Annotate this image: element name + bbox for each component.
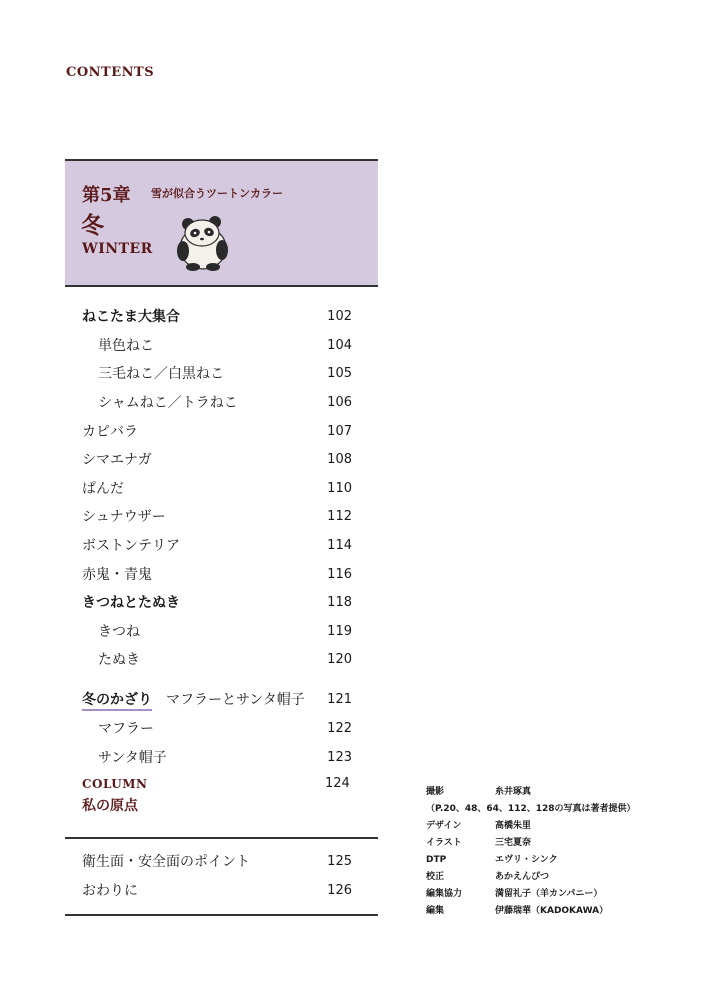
toc-item-title: きつねとたぬき (82, 595, 180, 611)
toc-item-page: 102 (327, 308, 352, 324)
credit-name: 高橋朱里 (495, 821, 532, 831)
credit-name: 満留礼子（羊カンパニー） (495, 889, 603, 899)
chapter-name: 冬 (81, 212, 104, 239)
toc-item (82, 850, 352, 872)
toc-item-label: 冬のかざり (82, 692, 152, 711)
toc-item-page: 123 (327, 749, 352, 765)
toc-item-page: 107 (327, 423, 352, 439)
credit-name: 三宅夏奈 (495, 838, 532, 848)
toc-item-page: 105 (327, 365, 352, 381)
toc-item-title: 衛生面・安全面のポイント (82, 854, 250, 870)
credits-block (426, 784, 686, 920)
chapter-subtitle: 雪が似合うツートンカラー (151, 187, 283, 200)
toc-item-title: カピバラ (82, 424, 138, 440)
credit-role: 編集協力 (426, 889, 463, 899)
credit-row (426, 818, 686, 835)
toc-item-page: 116 (327, 566, 352, 582)
chapter-banner (65, 159, 378, 287)
toc-item-page: 126 (327, 882, 352, 898)
toc-item-title: 単色ねこ (98, 338, 154, 354)
credit-role: デザイン (426, 821, 462, 831)
toc-item-page: 104 (327, 337, 352, 353)
credit-name: あかえんぴつ (495, 872, 550, 882)
toc-item (82, 448, 352, 470)
toc-item-page: 125 (327, 853, 352, 869)
toc-item (82, 591, 352, 613)
toc-item (82, 477, 352, 499)
toc-item (82, 688, 352, 710)
credit-note: （P.20、48、64、112、128の写真は著者提供） (426, 804, 636, 814)
toc-item-page: 114 (327, 537, 352, 553)
credit-role: 編集 (426, 906, 445, 916)
column-label: COLUMN (82, 777, 148, 791)
panda-illustration-icon (175, 209, 231, 273)
credit-name: エヴリ・シンク (495, 855, 558, 865)
credit-row (426, 784, 686, 801)
toc-item-page: 106 (327, 394, 352, 410)
credit-role: 撮影 (426, 787, 445, 797)
credit-name: 伊藤瑞華（KADOKAWA） (495, 906, 609, 916)
toc-item (98, 648, 352, 670)
toc-item (98, 391, 352, 413)
credit-role: イラスト (426, 838, 462, 848)
credit-row (426, 835, 686, 852)
toc-item (82, 420, 352, 442)
column-title: 私の原点 (82, 798, 138, 814)
toc-item (82, 879, 352, 901)
chapter-name-english: WINTER (82, 241, 153, 257)
toc-item-title: ボストンテリア (82, 538, 180, 554)
toc-item-page: 110 (327, 480, 352, 496)
credit-name: 糸井琢真 (495, 787, 532, 797)
toc-item (98, 334, 352, 356)
toc-item-title: ねこたま大集合 (82, 309, 180, 325)
divider (65, 914, 378, 916)
toc-item-page: 119 (327, 623, 352, 639)
toc-item-title: たぬき (98, 652, 140, 668)
toc-item-title: きつね (98, 624, 140, 640)
column-page: 124 (325, 776, 350, 791)
toc-item-title: シュナウザー (82, 509, 166, 525)
toc-item-page: 112 (327, 508, 352, 524)
toc-item-title: ぱんだ (82, 481, 124, 497)
toc-item (98, 746, 352, 768)
credit-row (426, 903, 686, 920)
credit-row (426, 852, 686, 869)
toc-item-title: サンタ帽子 (98, 750, 167, 766)
toc-item (98, 362, 352, 384)
divider (65, 837, 378, 839)
credit-row (426, 869, 686, 886)
toc-item (82, 505, 352, 527)
toc-item-page: 120 (327, 651, 352, 667)
toc-item-title: おわりに (82, 883, 138, 899)
toc-item-page: 118 (327, 594, 352, 610)
toc-item-page: 122 (327, 720, 352, 736)
toc-item-title: 赤鬼・青鬼 (82, 567, 152, 583)
toc-item-page: 108 (327, 451, 352, 467)
toc-item (82, 534, 352, 556)
toc-item (82, 563, 352, 585)
toc-item-page: 121 (327, 691, 352, 707)
toc-item-title: シマエナガ (82, 452, 152, 468)
chapter-number: 第5章 (82, 185, 131, 206)
toc-item-title: マフラー (98, 721, 154, 737)
toc-item (98, 620, 352, 642)
contents-heading: CONTENTS (66, 65, 155, 80)
toc-item-title: マフラーとサンタ帽子 (166, 692, 305, 708)
credit-role: DTP (426, 855, 447, 865)
toc-item-title: 三毛ねこ／白黒ねこ (98, 366, 224, 382)
toc-item-title: シャムねこ／トラねこ (98, 395, 238, 411)
toc-item (82, 305, 352, 327)
toc-item (98, 717, 352, 739)
credit-row (426, 886, 686, 903)
credit-role: 校正 (426, 872, 445, 882)
